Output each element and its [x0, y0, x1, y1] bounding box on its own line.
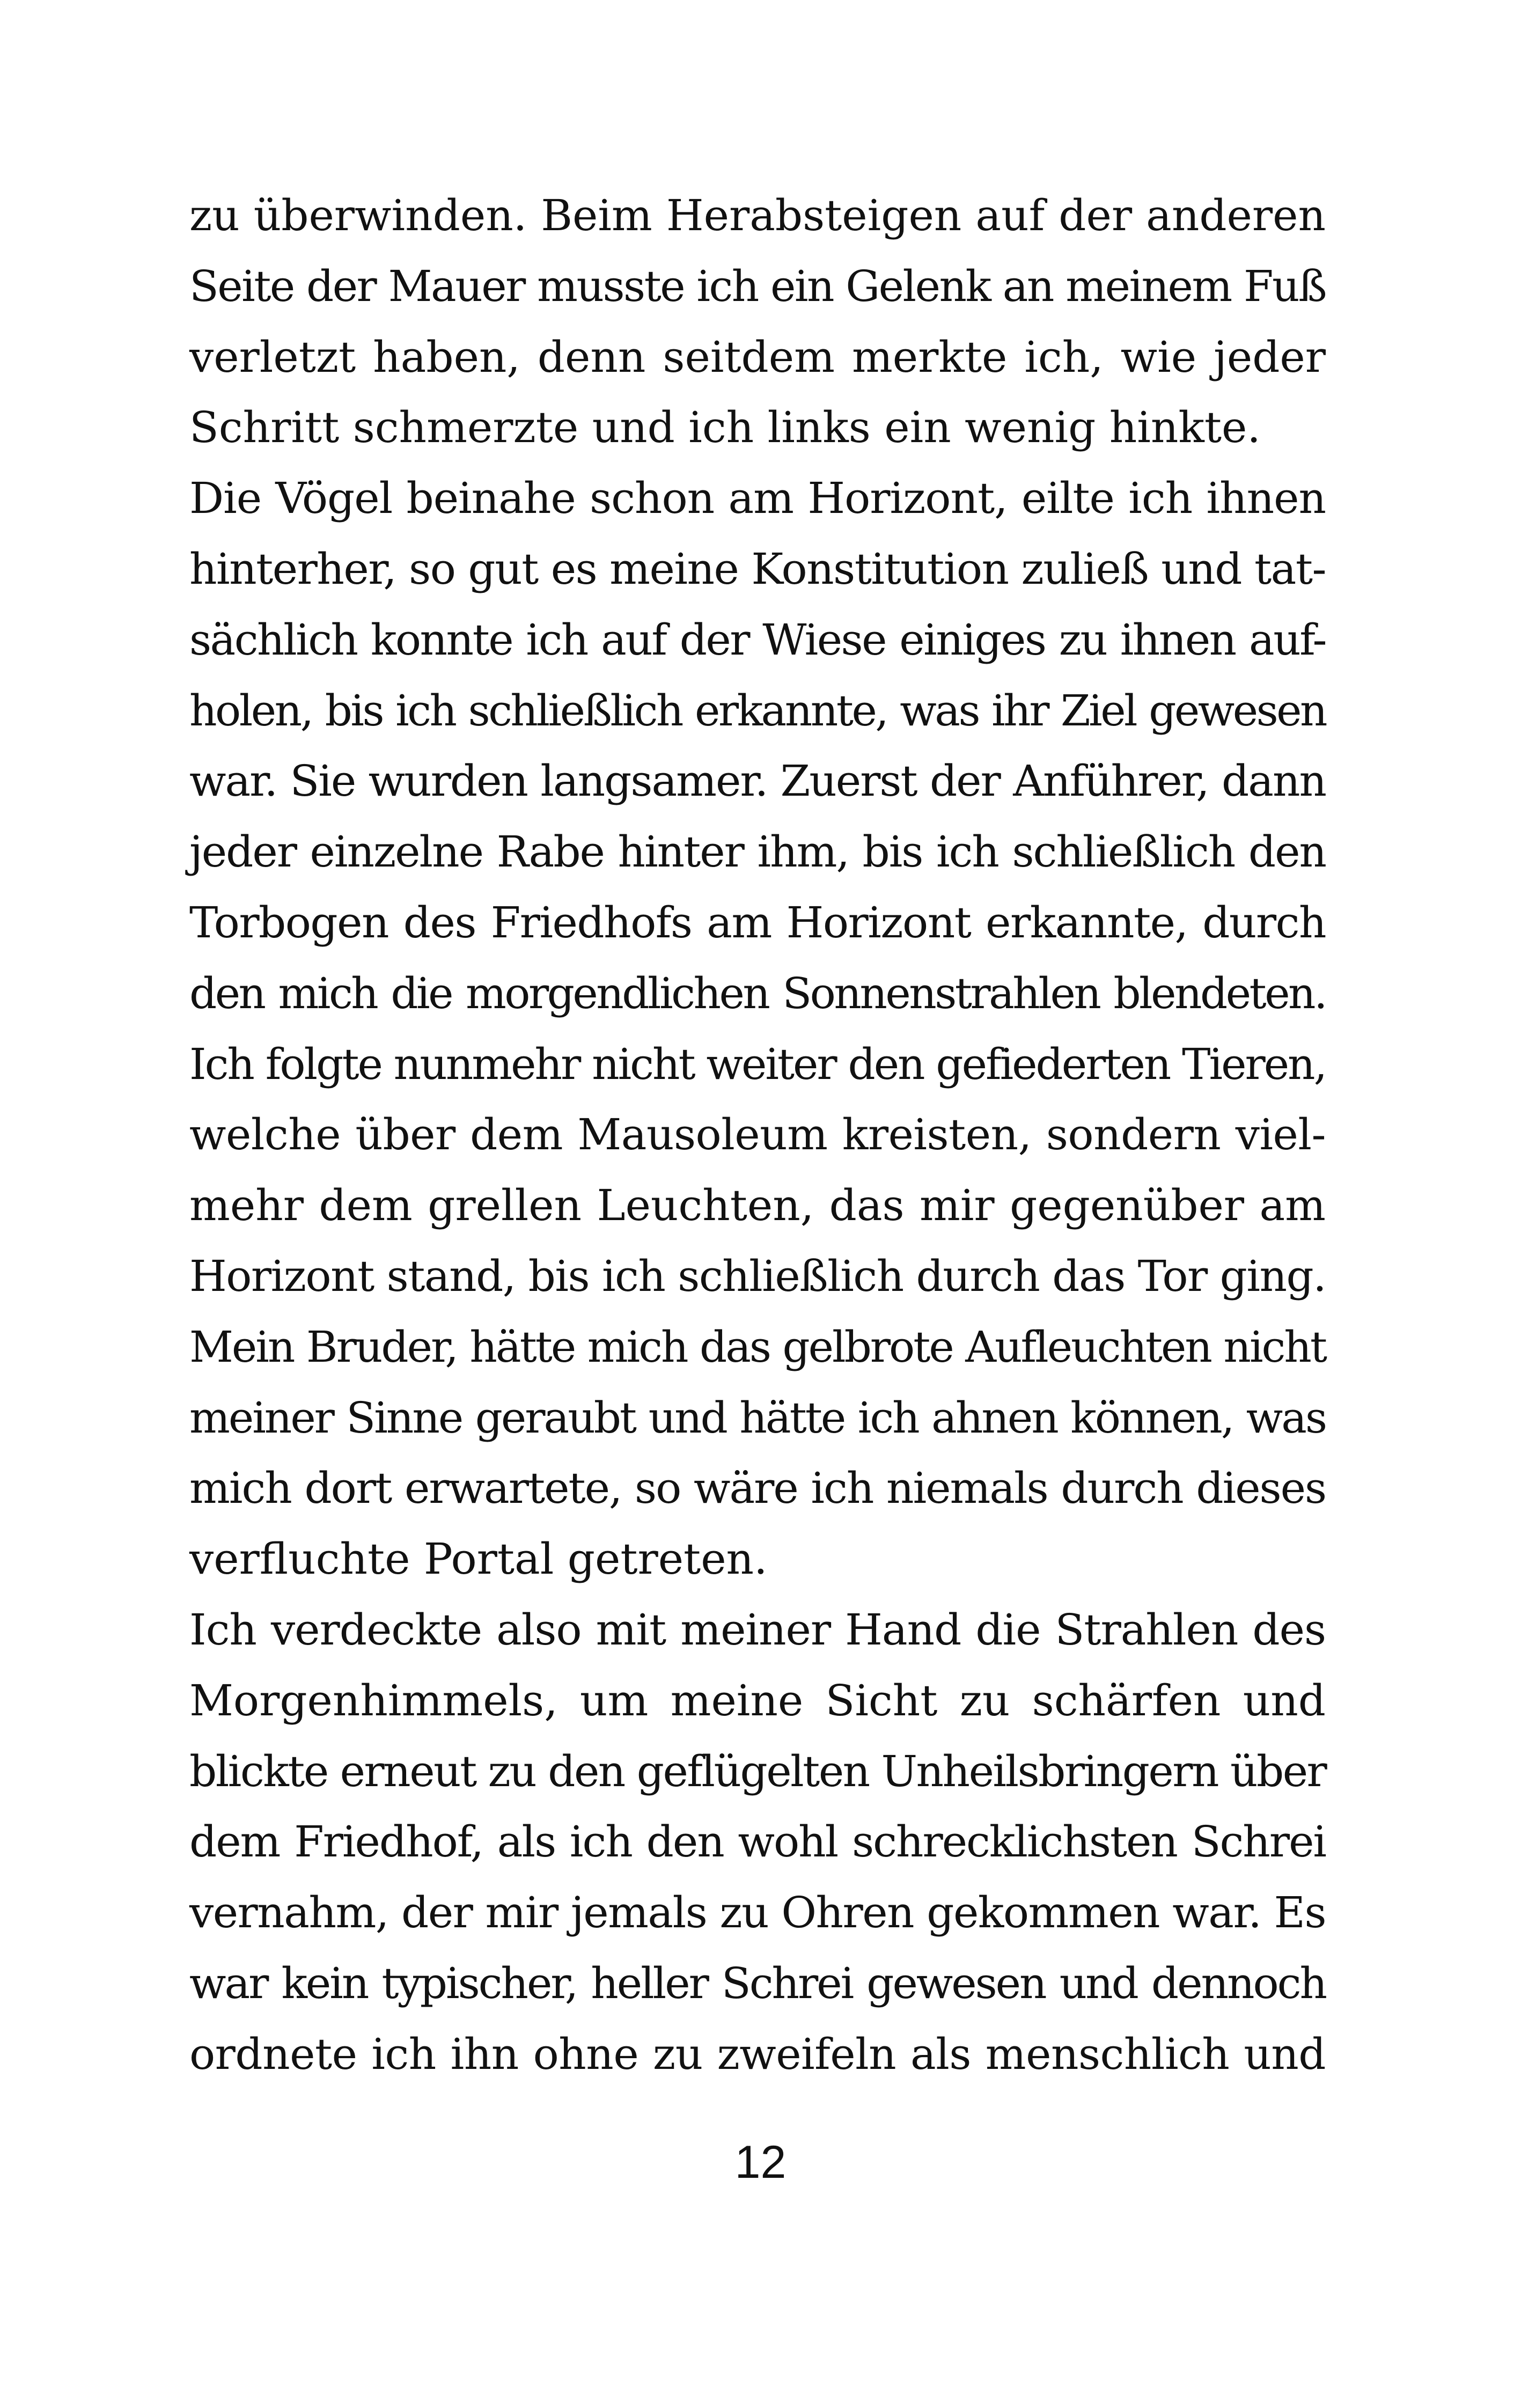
- text-line: sächlich konnte ich auf der Wiese einiges zu ihnen auf-: [189, 614, 1326, 665]
- text-line: Mein Bruder, hätte mich das gelbrote Aufleuchten nicht: [189, 1322, 1326, 1372]
- text-line: welche über dem Mausoleum kreisten, sondern viel-: [189, 1110, 1326, 1160]
- text-line: vernahm, der mir jemals zu Ohren gekommen war. Es: [189, 1888, 1326, 1938]
- text-line: mich dort erwartete, so wäre ich niemals durch dieses: [189, 1463, 1326, 1514]
- text-line: verletzt haben, denn seitdem merkte ich, wie jeder: [189, 332, 1326, 382]
- text-line: Schritt schmerzte und ich links ein wenig hinkte.: [189, 402, 1261, 453]
- text-line: zu überwinden. Beim Herabsteigen auf der anderen: [189, 190, 1326, 240]
- text-line: holen, bis ich schließlich erkannte, was ihr Ziel gewesen: [189, 685, 1326, 736]
- text-line: mehr dem grellen Leuchten, das mir gegenüber am: [189, 1180, 1326, 1231]
- paragraph: [189, 463, 1326, 1312]
- text-line: hinterher, so gut es meine Konstitution zuließ und tat-: [189, 544, 1326, 594]
- text-line: Torbogen des Friedhofs am Horizont erkannte, durch: [189, 897, 1326, 948]
- text-line: Ich verdeckte also mit meiner Hand die Strahlen des: [189, 1604, 1326, 1655]
- text-line: blickte erneut zu den geflügelten Unheilsbringern über: [189, 1746, 1326, 1796]
- text-line: war kein typischer, heller Schrei gewesen und dennoch: [189, 1958, 1326, 2008]
- body-text: [189, 180, 1326, 2090]
- text-line: jeder einzelne Rabe hinter ihm, bis ich schließlich den: [189, 827, 1326, 877]
- text-line: Die Vögel beinahe schon am Horizont, eilte ich ihnen: [189, 473, 1326, 524]
- text-line: ordnete ich ihn ohne zu zweifeln als menschlich und: [189, 2029, 1326, 2079]
- text-line: Morgenhimmels, um meine Sicht zu schärfen und: [189, 1675, 1326, 1726]
- page-number: 12: [734, 2137, 787, 2188]
- text-line: verfluchte Portal getreten.: [189, 1534, 768, 1584]
- text-line: war. Sie wurden langsamer. Zuerst der Anführer, dann: [189, 756, 1326, 806]
- text-line: Seite der Mauer musste ich ein Gelenk an meinem Fuß: [189, 261, 1326, 311]
- text-line: den mich die morgendlichen Sonnenstrahlen blendeten.: [189, 968, 1326, 1018]
- text-line: dem Friedhof, als ich den wohl schrecklichsten Schrei: [189, 1817, 1326, 1867]
- paragraph: [189, 1312, 1326, 1595]
- text-line: meiner Sinne geraubt und hätte ich ahnen können, was: [189, 1392, 1326, 1443]
- paragraph: [189, 180, 1326, 463]
- text-line: Horizont stand, bis ich schließlich durch das Tor ging.: [189, 1251, 1326, 1301]
- text-line: Ich folgte nunmehr nicht weiter den gefiederten Tieren,: [189, 1039, 1326, 1089]
- paragraph: [189, 1595, 1326, 2090]
